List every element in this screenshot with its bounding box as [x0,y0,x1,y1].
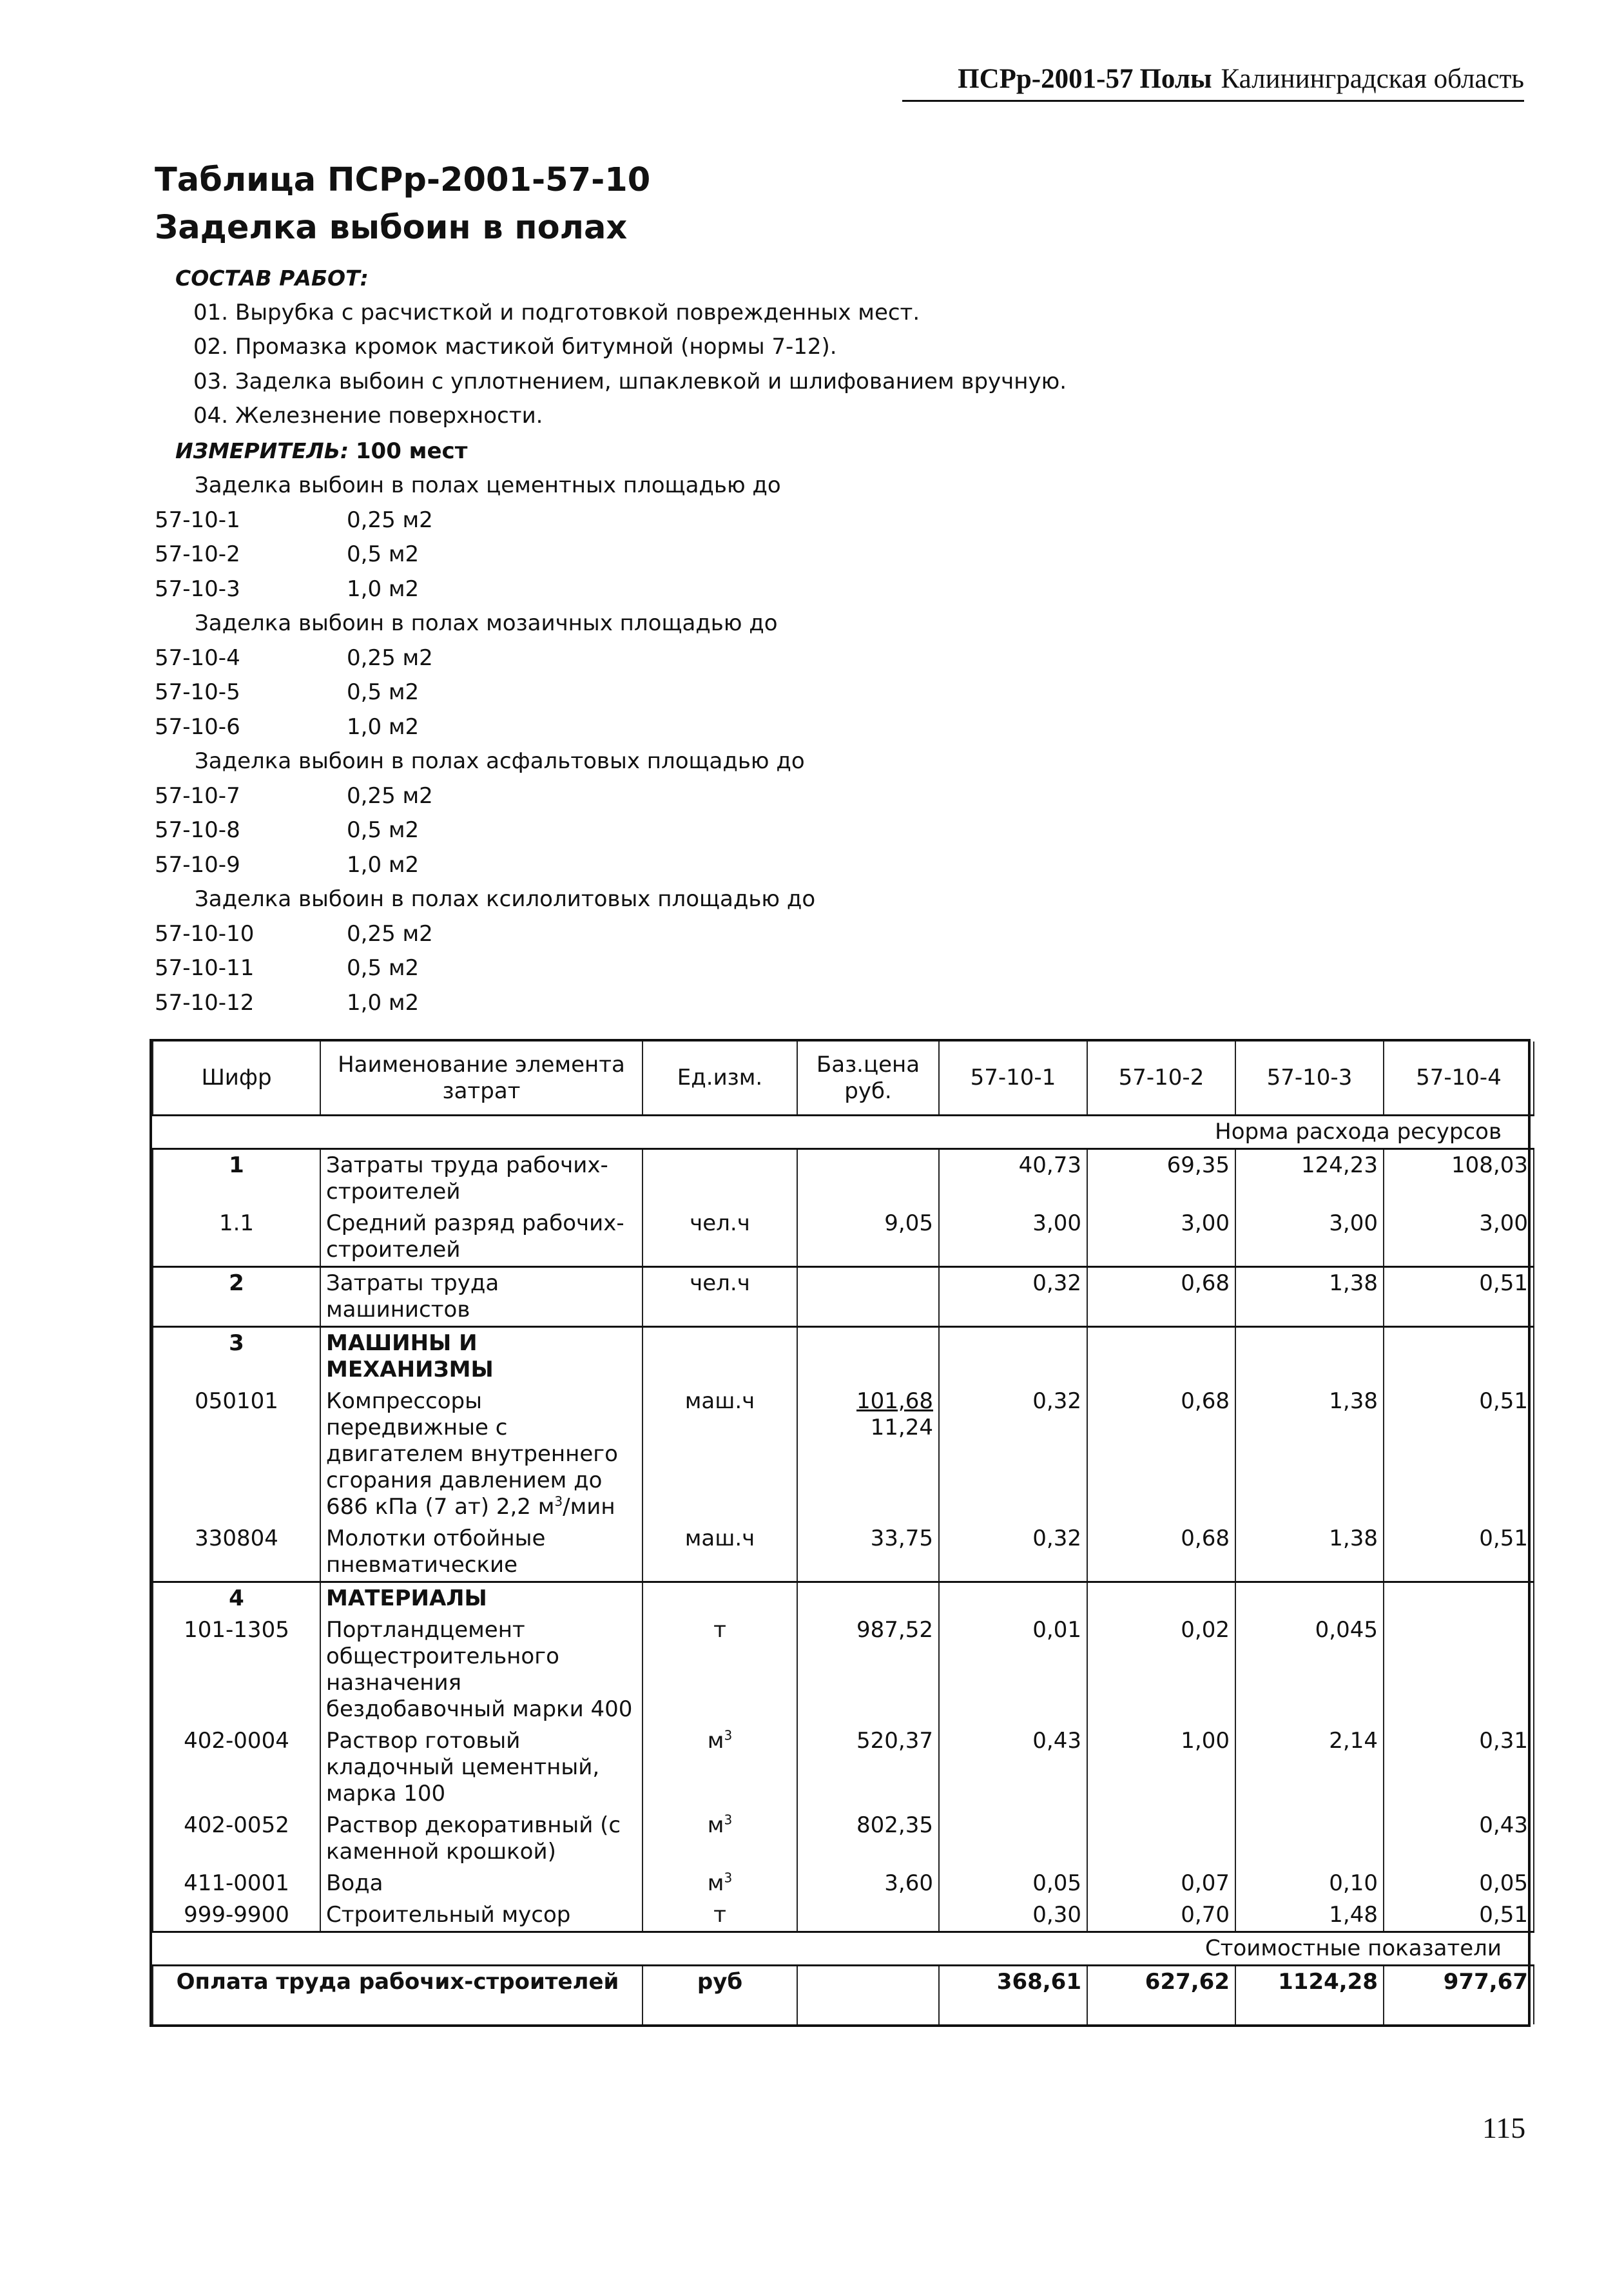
row-value: 0,51 [1384,1267,1534,1327]
row-unit: чел.ч [643,1208,797,1267]
cost-caption: Стоимостные показатели [153,1932,1534,1966]
variant-group-title: Заделка выбоин в полах асфальтовых площадью до [195,748,805,774]
total-value: 368,61 [939,1966,1087,2025]
row-price [797,1149,939,1208]
header-name: Наименование элемента затрат [320,1042,643,1116]
row-value: 40,73 [939,1149,1087,1208]
table-section-row [153,1327,1534,1386]
row-name: Затраты труда машинистов [320,1267,643,1327]
row-name: Раствор готовый кладочный цементный, марка 100 [320,1725,643,1810]
variant-code: 57-10-1 [155,507,240,533]
variant-code: 57-10-3 [155,576,240,602]
row-name: Строительный мусор [320,1899,643,1932]
work-item: 02. Промазка кромок мастикой битумной (нормы 7-12). [193,334,837,360]
variant-code: 57-10-12 [155,989,255,1016]
row-value: 0,02 [1087,1614,1235,1725]
work-item: 03. Заделка выбоин с уплотнением, шпаклевкой и шлифованием вручную. [193,368,1067,394]
row-code: 1.1 [153,1208,320,1267]
row-name: Вода [320,1868,643,1899]
variant-size: 1,0 м2 [347,713,420,740]
row-name: Молотки отбойные пневматические [320,1523,643,1582]
measure-line [155,434,1379,469]
intro-block [155,261,1379,1020]
row-name: Средний разряд рабочих-строителей [320,1208,643,1267]
variant-item [155,538,1379,572]
variant-item [155,779,1379,814]
cost-caption-row [153,1932,1534,1966]
row-code: 3 [153,1327,320,1386]
row-code: 050101 [153,1386,320,1523]
variant-size: 1,0 м2 [347,989,420,1016]
table-row [153,1149,1534,1208]
row-value [1087,1810,1235,1868]
row-price [797,1386,939,1523]
variant-item [155,641,1379,676]
variant-code: 57-10-5 [155,679,240,705]
row-value: 124,23 [1235,1149,1384,1208]
variant-group-title: Заделка выбоин в полах ксилолитовых площадью до [195,886,816,912]
variant-item [155,951,1379,986]
table-row [153,1810,1534,1868]
row-value [1235,1810,1384,1868]
row-value: 0,43 [1384,1810,1534,1868]
row-code: 101-1305 [153,1614,320,1725]
row-value: 1,38 [1235,1267,1384,1327]
work-item: 04. Железнение поверхности. [193,403,543,429]
collection-section: Полы [1139,64,1212,94]
row-unit: чел.ч [643,1267,797,1327]
total-value: 977,67 [1384,1966,1534,2025]
header-code: Шифр [153,1042,320,1116]
variant-code: 57-10-9 [155,851,240,878]
row-value: 108,03 [1384,1149,1534,1208]
row-value: 1,38 [1235,1386,1384,1523]
row-code: 330804 [153,1523,320,1582]
variant-code: 57-10-6 [155,713,240,740]
row-value: 0,51 [1384,1523,1534,1582]
running-header [902,61,1524,102]
table-subtitle: Заделка выбоин в полах [155,209,628,247]
variant-item [155,986,1379,1021]
row-code: 402-0004 [153,1725,320,1810]
table-row [153,1208,1534,1267]
row-price: 3,60 [797,1868,939,1899]
table-row [153,1725,1534,1810]
table-row [153,1267,1534,1327]
variant-code: 57-10-2 [155,541,240,567]
variant-item [155,813,1379,848]
variant-size: 0,25 м2 [347,644,433,671]
row-value: 0,32 [939,1386,1087,1523]
variant-code: 57-10-11 [155,955,255,981]
page-number: 115 [1482,2111,1526,2144]
row-name: Компрессоры передвижные с двигателем внутреннего сгорания давлением до 686 кПа (7 ат) 2,2 $м^3$/мин [320,1386,643,1523]
norm-caption-row [153,1116,1534,1149]
collection-code: ПСРр-2001-57 [958,64,1134,94]
row-value: 0,70 [1087,1899,1235,1932]
total-unit: руб [643,1966,797,2025]
measure-value: 100 мест [355,438,468,464]
header-price: Баз.цена руб. [797,1042,939,1116]
variant-size: 0,25 м2 [347,507,433,533]
row-price: 9,05 [797,1208,939,1267]
row-value: 0,68 [1087,1523,1235,1582]
row-value: 0,045 [1235,1614,1384,1725]
row-price: 802,35 [797,1810,939,1868]
row-value: 0,68 [1087,1386,1235,1523]
variant-size: 0,25 м2 [347,782,433,809]
section-title: МАТЕРИАЛЫ [320,1582,643,1615]
variant-size: 1,0 м2 [347,576,420,602]
row-unit: $м^3$ [643,1725,797,1810]
header-variant: 57-10-3 [1235,1042,1384,1116]
variant-size: 1,0 м2 [347,851,420,878]
row-price: 33,75 [797,1523,939,1582]
row-code: 1 [153,1149,320,1208]
total-row [153,1966,1534,2025]
row-value: 0,32 [939,1523,1087,1582]
norm-caption: Норма расхода ресурсов [153,1116,1534,1149]
variant-size: 0,5 м2 [347,955,420,981]
row-value: 0,31 [1384,1725,1534,1810]
row-price [797,1899,939,1932]
table-row [153,1386,1534,1523]
row-unit: т [643,1899,797,1932]
work-item: 01. Вырубка с расчисткой и подготовкой поврежденных мест. [193,299,920,325]
row-code: 999-9900 [153,1899,320,1932]
row-price: 520,37 [797,1725,939,1810]
resource-table [150,1039,1531,2027]
row-code: 411-0001 [153,1868,320,1899]
row-value: 1,00 [1087,1725,1235,1810]
row-value: 69,35 [1087,1149,1235,1208]
row-name: Затраты труда рабочих-строителей [320,1149,643,1208]
row-unit: маш.ч [643,1523,797,1582]
variant-group-title: Заделка выбоин в полах мозаичных площадью до [195,610,778,636]
variant-item [155,917,1379,952]
row-value: 0,43 [939,1725,1087,1810]
price-top: 101,68 [856,1388,933,1414]
measure-label: ИЗМЕРИТЕЛЬ: [175,438,349,463]
variant-code: 57-10-10 [155,920,255,947]
row-unit: маш.ч [643,1386,797,1523]
row-value: 0,01 [939,1614,1087,1725]
header-variant: 57-10-1 [939,1042,1087,1116]
price-bottom: 11,24 [870,1415,933,1440]
row-value: 0,51 [1384,1386,1534,1523]
table-row [153,1523,1534,1582]
row-value: 0,32 [939,1267,1087,1327]
variant-size: 0,25 м2 [347,920,433,947]
row-code: 402-0052 [153,1810,320,1868]
row-name: Портландцемент общестроительного назначения бездобавочный марки 400 [320,1614,643,1725]
total-value: 627,62 [1087,1966,1235,2025]
variant-item [155,503,1379,538]
row-price [797,1267,939,1327]
region-name: Калининградская область [1221,64,1524,94]
row-value: 3,00 [1384,1208,1534,1267]
variant-item [155,848,1379,883]
row-value: 0,51 [1384,1899,1534,1932]
row-value: 0,05 [1384,1868,1534,1899]
row-value: 3,00 [1235,1208,1384,1267]
row-unit: $м^3$ [643,1868,797,1899]
header-unit: Ед.изм. [643,1042,797,1116]
row-value: 3,00 [1087,1208,1235,1267]
row-name: Раствор декоративный (с каменной крошкой) [320,1810,643,1868]
variant-code: 57-10-4 [155,644,240,671]
variant-size: 0,5 м2 [347,679,420,705]
row-value: 1,48 [1235,1899,1384,1932]
table-section-row [153,1582,1534,1615]
variant-item [155,572,1379,607]
row-price: 987,52 [797,1614,939,1725]
row-unit: т [643,1614,797,1725]
row-value [939,1810,1087,1868]
table-row [153,1899,1534,1932]
table-header-row [153,1042,1534,1116]
row-unit [643,1149,797,1208]
variant-group-title: Заделка выбоин в полах цементных площадью до [195,472,781,498]
header-variant: 57-10-2 [1087,1042,1235,1116]
row-code: 4 [153,1582,320,1615]
total-value: 1124,28 [1235,1966,1384,2025]
row-value: 2,14 [1235,1725,1384,1810]
table-row [153,1614,1534,1725]
header-variant: 57-10-4 [1384,1042,1534,1116]
variant-item [155,675,1379,710]
variant-item [155,710,1379,745]
row-value: 0,68 [1087,1267,1235,1327]
row-value: 3,00 [939,1208,1087,1267]
total-name: Оплата труда рабочих-строителей [153,1966,643,2025]
row-value [1384,1614,1534,1725]
section-title: МАШИНЫ И МЕХАНИЗМЫ [320,1327,643,1386]
row-value: 0,10 [1235,1868,1384,1899]
row-unit: $м^3$ [643,1810,797,1868]
row-value: 0,05 [939,1868,1087,1899]
work-composition-label: СОСТАВ РАБОТ: [175,266,369,291]
row-value: 0,07 [1087,1868,1235,1899]
row-code: 2 [153,1267,320,1327]
variant-code: 57-10-8 [155,817,240,843]
variant-code: 57-10-7 [155,782,240,809]
table-title: Таблица ПСРр-2001-57-10 [155,161,651,199]
variant-size: 0,5 м2 [347,817,420,843]
row-value: 1,38 [1235,1523,1384,1582]
row-value: 0,30 [939,1899,1087,1932]
variant-size: 0,5 м2 [347,541,420,567]
table-row [153,1868,1534,1899]
